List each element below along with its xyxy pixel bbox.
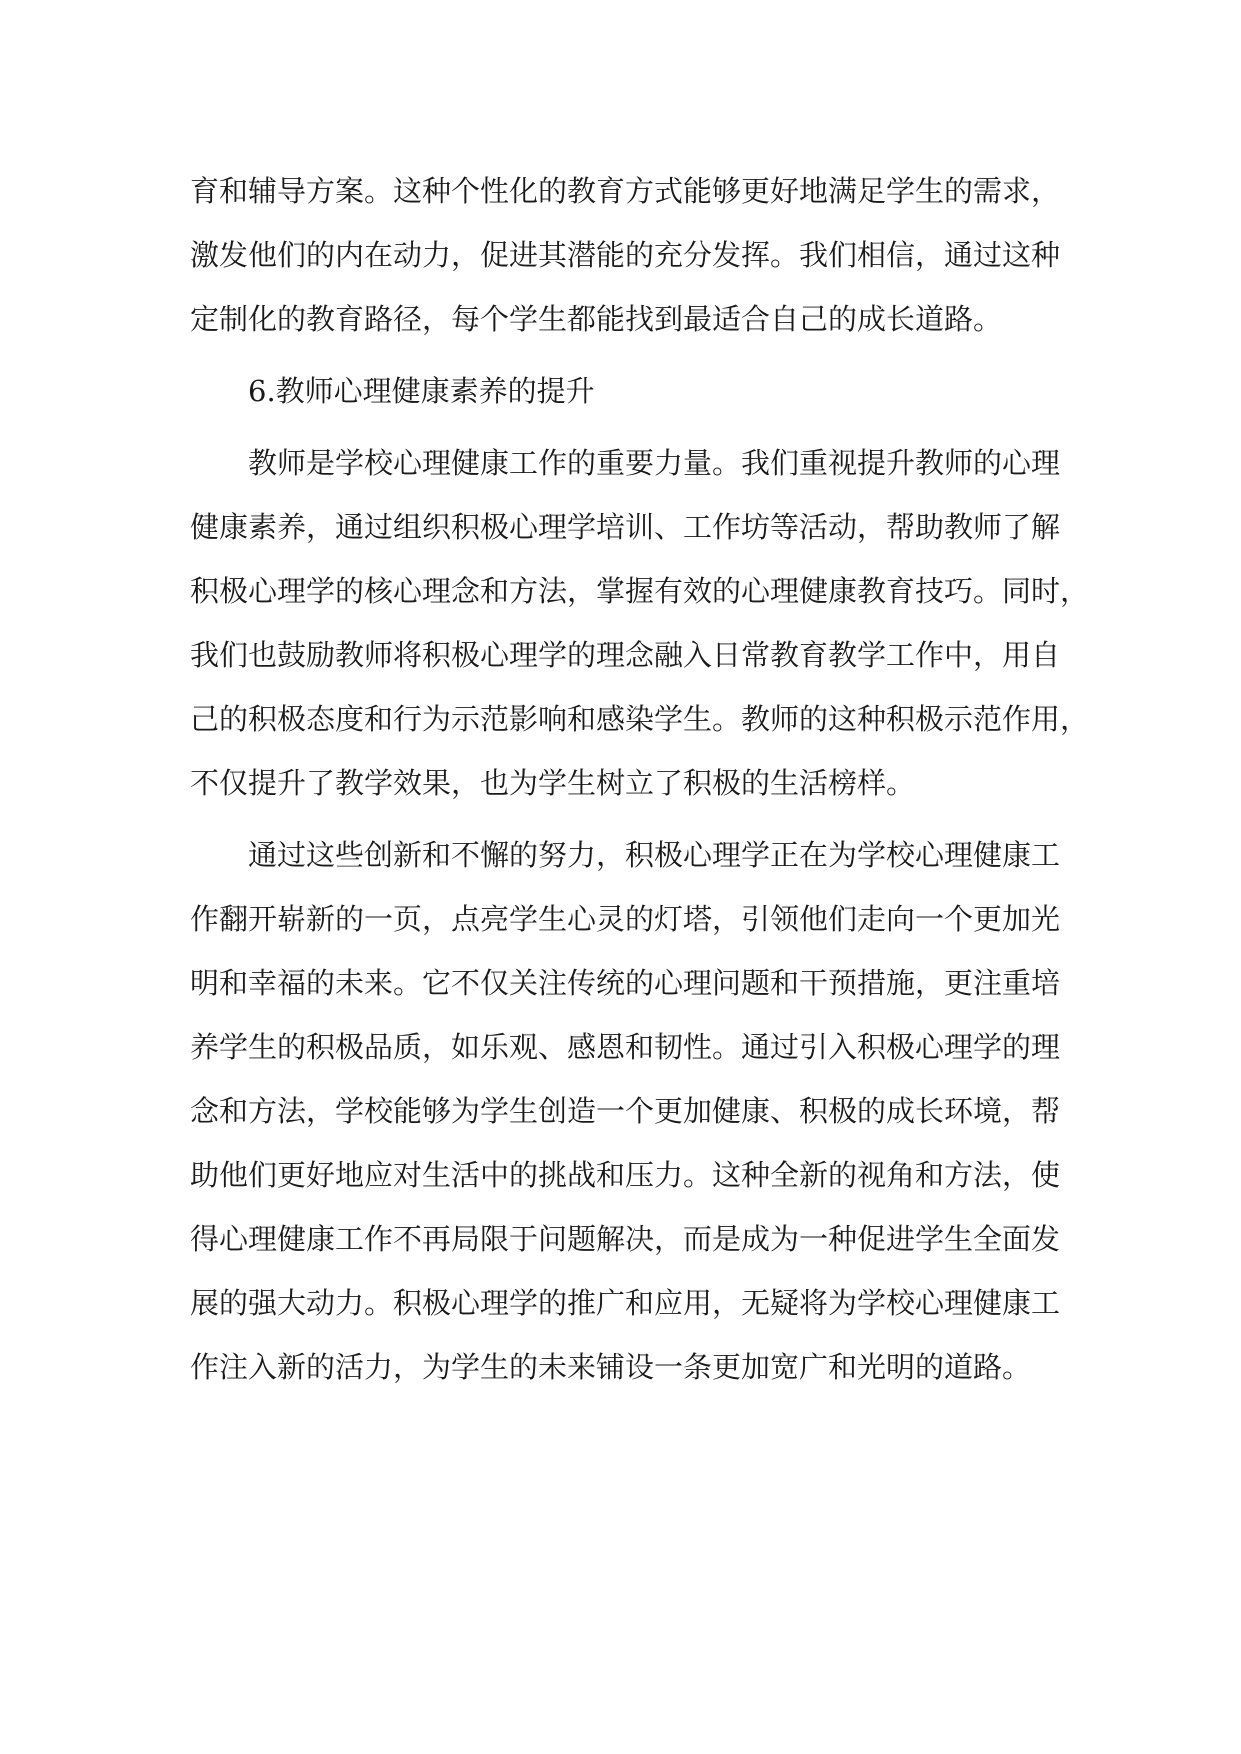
text-line: 通过这些创新和不懈的努力，积极心理学正在为学校心理健康工 — [248, 838, 1061, 872]
heading-text: 6.教师心理健康素养的提升 — [248, 374, 595, 408]
text-line: 明和幸福的未来。它不仅关注传统的心理问题和干预措施，更注重培 — [190, 966, 1061, 1000]
paragraph-teacher-literacy — [190, 431, 1090, 815]
text-line: 我们也鼓励教师将积极心理学的理念融入日常教育教学工作中，用自 — [190, 638, 1061, 672]
text-line: 展的强大动力。积极心理学的推广和应用，无疑将为学校心理健康工 — [190, 1286, 1061, 1320]
section-heading — [190, 359, 1058, 423]
text-line: 教师是学校心理健康工作的重要力量。我们重视提升教师的心理 — [248, 446, 1061, 480]
text-line: 念和方法，学校能够为学生创造一个更加健康、积极的成长环境，帮 — [190, 1094, 1061, 1128]
text-line: 作注入新的活力，为学生的未来铺设一条更加宽广和光明的道路。 — [190, 1350, 1032, 1384]
text-line: 育和辅导方案。这种个性化的教育方式能够更好地满足学生的需求， — [190, 174, 1061, 208]
text-line: 激发他们的内在动力，促进其潜能的充分发挥。我们相信，通过这种 — [190, 238, 1061, 272]
text-line: 不仅提升了教学效果，也为学生树立了积极的生活榜样。 — [190, 766, 916, 800]
paragraph-conclusion — [190, 823, 1061, 1399]
text-line: 作翻开崭新的一页，点亮学生心灵的灯塔，引领他们走向一个更加光 — [190, 902, 1061, 936]
text-line: 得心理健康工作不再局限于问题解决，而是成为一种促进学生全面发 — [190, 1222, 1061, 1256]
text-line: 定制化的教育路径，每个学生都能找到最适合自己的成长道路。 — [190, 302, 1003, 336]
text-line: 助他们更好地应对生活中的挑战和压力。这种全新的视角和方法，使 — [190, 1158, 1061, 1192]
paragraph-continuation — [190, 159, 1061, 351]
text-line: 积极心理学的核心理念和方法，掌握有效的心理健康教育技巧。同时， — [190, 574, 1090, 608]
text-line: 健康素养，通过组织积极心理学培训、工作坊等活动，帮助教师了解 — [190, 510, 1061, 544]
text-line: 养学生的积极品质，如乐观、感恩和韧性。通过引入积极心理学的理 — [190, 1030, 1061, 1064]
document-body — [190, 159, 1090, 1399]
text-line: 己的积极态度和行为示范影响和感染学生。教师的这种积极示范作用， — [190, 702, 1090, 736]
